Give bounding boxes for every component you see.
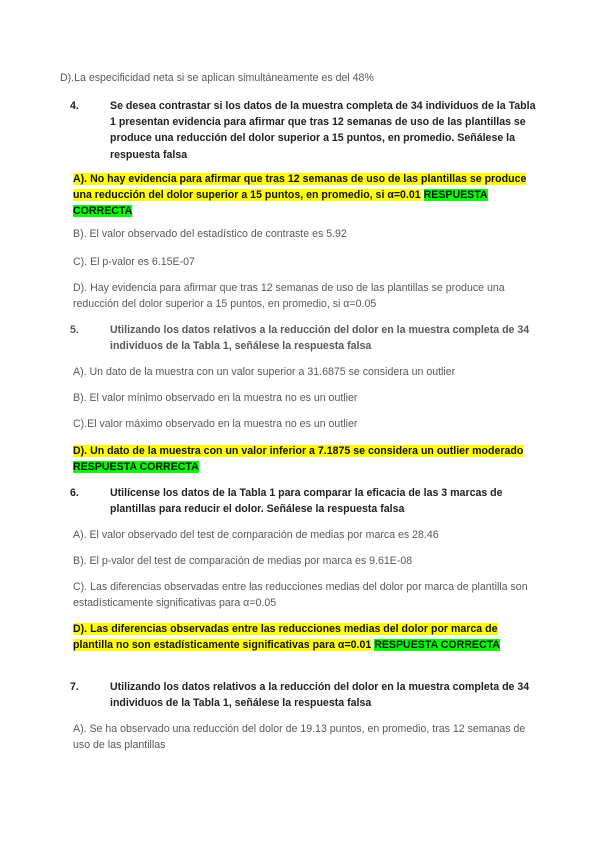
q5-option-d <box>73 443 533 475</box>
highlighted-answer: D). Las diferencias observadas entre las reducciones medias del dolor por marca de plantilla no son estadísticamente significativas para α=0.01 <box>73 623 498 652</box>
correct-answer-tag: RESPUESTA CORRECTA <box>73 461 199 474</box>
q6-option-b: B). El p-valor del test de comparación de medias por marca es 9.61E-08 <box>73 555 413 567</box>
question-number: 6. <box>70 487 79 499</box>
q7-option-a: A). Se ha observado una reducción del dolor de 19.13 puntos, en promedio, tras 12 semanas de uso de las plantillas <box>73 723 526 752</box>
question-4 <box>70 98 540 163</box>
option-d-prev: D).La especificidad neta si se aplican simultáneamente es del 48% <box>60 72 374 84</box>
q5-option-b: B). El valor mínimo observado en la muestra no es un outlier <box>73 392 358 404</box>
q5-option-a: A). Un dato de la muestra con un valor superior a 31.6875 se considera un outlier <box>73 366 456 378</box>
q4-option-b: B). El valor observado del estadístico de contraste es 5.92 <box>73 228 347 240</box>
correct-answer-tag: RESPUESTA CORRECTA <box>73 189 488 218</box>
question-5 <box>70 322 540 354</box>
q6-option-d <box>73 621 533 653</box>
q4-option-a <box>73 171 533 220</box>
question-number: 5. <box>70 324 79 336</box>
question-6 <box>70 485 540 517</box>
highlighted-answer: A). No hay evidencia para afirmar que tras 12 semanas de uso de las plantillas se produce una reducción del dolor superior a 15 puntos, en promedio, si α=0.01 <box>73 173 527 202</box>
q6-option-c: C). Las diferencias observadas entre las reducciones medias del dolor por marca de plantilla son estadísticamente significativas para α=0.05 <box>73 581 528 610</box>
q5-option-c: C).El valor máximo observado en la muestra no es un outlier <box>73 418 358 430</box>
question-number: 4. <box>70 100 79 112</box>
q6-option-a: A). El valor observado del test de comparación de medias por marca es 28.46 <box>73 529 439 541</box>
question-text: Utilícense los datos de la Tabla 1 para comparar la eficacia de las 3 marcas de plantillas para reducir el dolor. Señálese la respuesta falsa <box>110 487 503 516</box>
question-text: Se desea contrastar si los datos de la muestra completa de 34 individuos de la Tabla 1 presentan evidencia para afirmar que tras 12 semanas de uso de las plantillas se produce una reducción del dolor superior a 15 puntos, en promedio. Señálese la respuesta falsa <box>110 100 536 161</box>
question-7 <box>70 679 540 711</box>
q4-option-d: D). Hay evidencia para afirmar que tras 12 semanas de uso de las plantillas se produce una reducción del dolor superior a 15 puntos, en promedio, si α=0.05 <box>73 282 505 311</box>
question-text: Utilizando los datos relativos a la reducción del dolor en la muestra completa de 34 individuos de la Tabla 1, señálese la respuesta falsa <box>110 681 530 710</box>
question-text: Utilizando los datos relativos a la reducción del dolor en la muestra completa de 34 individuos de la Tabla 1, señálese la respuesta falsa <box>110 324 530 353</box>
highlighted-answer: D). Un dato de la muestra con un valor inferior a 7.1875 se considera un outlier moderado <box>73 445 524 457</box>
q4-option-c: C). El p-valor es 6.15E-07 <box>73 256 195 268</box>
correct-answer-tag: RESPUESTA CORRECTA <box>374 639 500 652</box>
question-number: 7. <box>70 681 79 693</box>
